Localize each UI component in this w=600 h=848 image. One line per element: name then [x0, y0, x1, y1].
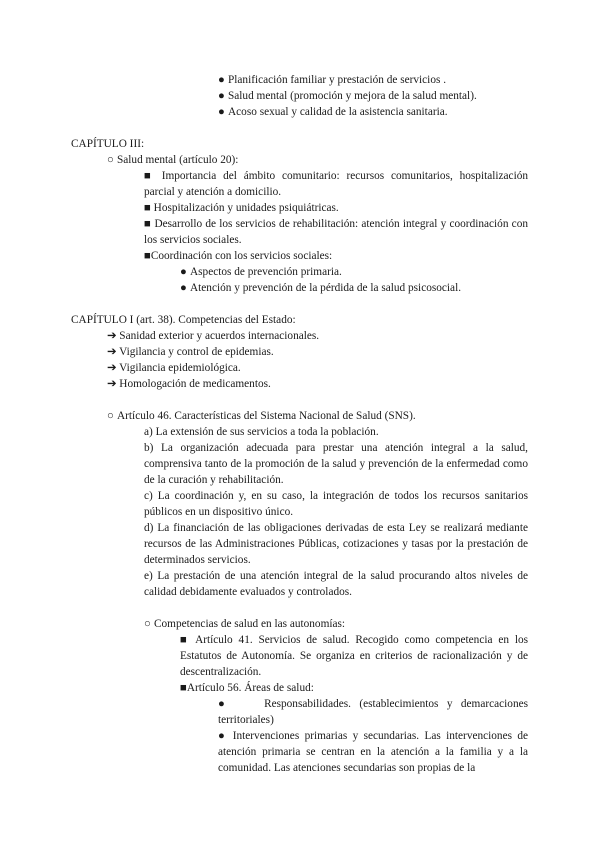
- square-bullet-icon: ■: [144, 218, 152, 230]
- list-item: a) La extensión de sus servicios a toda la población.: [144, 426, 379, 438]
- bullet-dot-icon: ●: [218, 106, 225, 118]
- list-item: b) La organización adecuada para prestar una atención integral a la salud, comprensiva tanto de la promoción de la salud y prevención de la enfermedad como de la curación y rehabilitación.: [144, 442, 528, 486]
- square-bullet-icon: ■: [144, 202, 151, 214]
- section-item: ○ Artículo 46. Características del Sistema Nacional de Salud (SNS).: [107, 410, 416, 422]
- circle-bullet-icon: ○: [144, 618, 151, 630]
- list-item: ■Artículo 56. Áreas de salud:: [180, 682, 314, 694]
- list-item: ➔ Sanidad exterior y acuerdos internacionales.: [107, 330, 320, 342]
- arrow-icon: ➔: [107, 378, 117, 390]
- bullet-dot-icon: ●: [218, 698, 231, 710]
- list-item: ● Responsabilidades. (establecimientos y demarcaciones territoriales): [218, 698, 529, 726]
- list-item: ■ Importancia del ámbito comunitario: recursos comunitarios, hospitalización parcial y atención a domicilio.: [144, 170, 529, 198]
- circle-bullet-icon: ○: [107, 410, 114, 422]
- arrow-icon: ➔: [107, 362, 117, 374]
- list-item: ■ Hospitalización y unidades psiquiátricas.: [144, 202, 339, 214]
- list-item: e) La prestación de una atención integral de la salud procurando altos niveles de calidad debidamente evaluados y controlados.: [144, 570, 528, 598]
- chapter-heading: CAPÍTULO I (art. 38). Competencias del Estado:: [71, 314, 296, 326]
- section-item: ○ Competencias de salud en las autonomías:: [144, 618, 346, 630]
- square-bullet-icon: ■: [144, 250, 151, 262]
- square-bullet-icon: ■: [180, 682, 187, 694]
- arrow-icon: ➔: [107, 346, 117, 358]
- square-bullet-icon: ■: [180, 634, 190, 646]
- list-item: ➔ Homologación de medicamentos.: [107, 378, 271, 390]
- list-item: ■ Desarrollo de los servicios de rehabilitación: atención integral y coordinación con los servicios sociales.: [144, 218, 528, 246]
- arrow-icon: ➔: [107, 330, 117, 342]
- bullet-dot-icon: ●: [218, 90, 225, 102]
- bullet-dot-icon: ●: [218, 74, 225, 86]
- list-item: ■ Artículo 41. Servicios de salud. Recogido como competencia en los Estatutos de Autonomía. Se organiza en criterios de racionalización y de descentralización.: [180, 634, 529, 678]
- list-item: c) La coordinación y, en su caso, la integración de todos los recursos sanitarios públicos en un dispositivo único.: [144, 490, 528, 518]
- bullet-dot-icon: ●: [218, 730, 228, 742]
- chapter-heading: CAPÍTULO III:: [71, 138, 145, 150]
- list-item: ➔ Vigilancia epidemiológica.: [107, 362, 241, 374]
- list-item: ■Coordinación con los servicios sociales:: [144, 250, 333, 262]
- list-item: ● Atención y prevención de la pérdida de la salud psicosocial.: [180, 282, 462, 294]
- list-item: ● Aspectos de prevención primaria.: [180, 266, 342, 278]
- square-bullet-icon: ■: [144, 170, 155, 182]
- list-item: ● Salud mental (promoción y mejora de la salud mental).: [218, 90, 477, 102]
- circle-bullet-icon: ○: [107, 154, 114, 166]
- section-item: ○ Salud mental (artículo 20):: [107, 154, 239, 166]
- list-item: ➔ Vigilancia y control de epidemias.: [107, 346, 274, 358]
- list-item: ● Acoso sexual y calidad de la asistencia sanitaria.: [218, 106, 448, 118]
- bullet-dot-icon: ●: [180, 282, 187, 294]
- list-item: d) La financiación de las obligaciones derivadas de esta Ley se realizará mediante recursos de las Administraciones Públicas, cotizaciones y tasas por la prestación de determinados servicios.: [144, 522, 528, 566]
- bullet-dot-icon: ●: [180, 266, 187, 278]
- list-item: ● Intervenciones primarias y secundarias. Las intervenciones de atención primaria se centran en la atención a la familia y a la comunidad. Las atenciones secundarias son propias de la: [218, 730, 528, 774]
- list-item: ● Planificación familiar y prestación de servicios .: [218, 74, 447, 86]
